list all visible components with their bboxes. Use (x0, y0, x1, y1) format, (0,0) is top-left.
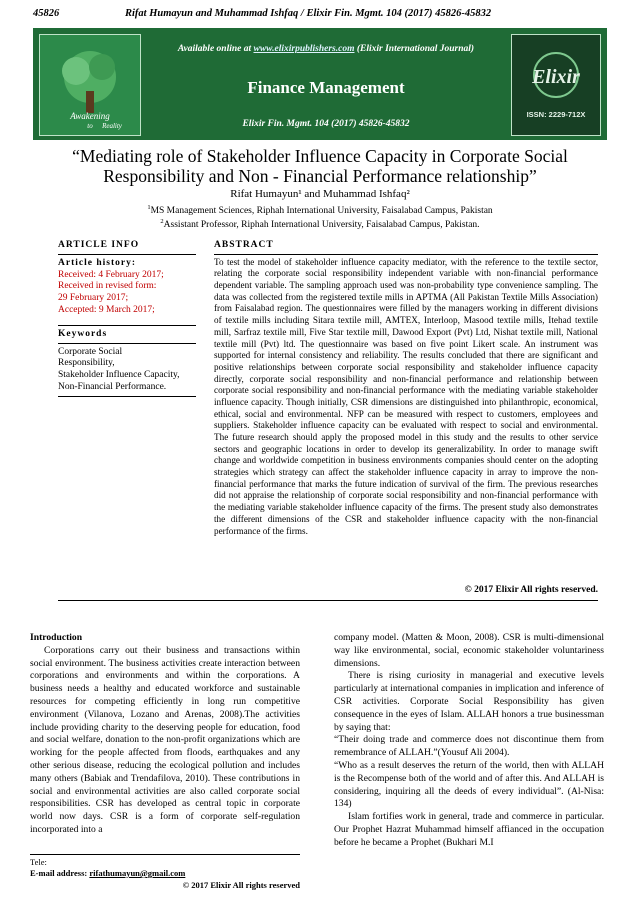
affiliation-1-marker: 1 (147, 204, 151, 211)
paragraph: There is rising curiosity in managerial and executive levels particularly at international companies in implication and inference of CSR activities. Corporate Social Responsibility has given consequence in the eyes of Islam. ALLAH honors a true businessman by saying that: (334, 670, 604, 733)
abstract-rights: © 2017 Elixir All rights reserved. (464, 585, 598, 595)
elixir-logo-icon (512, 35, 600, 135)
email-link[interactable]: rifathumayun@gmail.com (89, 868, 186, 878)
tree-logo-icon (40, 35, 140, 135)
logo-elixir-text: Elixir (532, 66, 580, 88)
publisher-link[interactable]: www.elixirpublishers.com (253, 44, 355, 54)
affiliation-2-marker: 2 (160, 218, 164, 225)
intro-heading: Introduction (30, 632, 83, 643)
paragraph: Corporations carry out their business and transactions within social environment. The business activities create interaction between corporations and environments and within the corporations. A business needs a healthy and educated workforce and sustainable resources for competing efficiently in long run competitive environment (Vilanova, Lozano and Arenas, 2008).The activities include providing charity to the deserving people for education, food and social welfare, donation to the non-profit organizations which are working for the people affected from floods, earthquakes and any other serious disease, reducing the ecological pollution and includes many others (Babiak and Trendafilova, 2010). These contributions in social and environmental activities are also called corporate social responsibilities. CSR has developed as central topic in corporate world now days. CSR is a form of corporate self-regulation incorporated into a (30, 644, 300, 835)
title-line-1: “Mediating role of Stakeholder Influence Capacity in Corporate Social (72, 146, 568, 166)
paragraph: Islam fortifies work in general, trade and commerce in particular. Our Prophet Hazrat Muhammad himself affianced in the occupation before he became a Prophet (Bukhari M.I (334, 811, 604, 848)
divider (214, 254, 598, 255)
journal-logo-left (39, 34, 141, 136)
history-revised-date: 29 February 2017; (58, 293, 129, 304)
history-received: Received: 4 February 2017; (58, 269, 164, 280)
article-info (58, 240, 196, 400)
article-info-heading: ARTICLE INFO (58, 240, 140, 250)
affiliation-2 (40, 218, 600, 230)
divider (58, 325, 196, 326)
journal-reference: Elixir Fin. Mgmt. 104 (2017) 45826-45832 (242, 119, 410, 129)
divider (58, 396, 196, 397)
keyword-line: Non-Financial Performance. (58, 381, 167, 392)
footnote-rule (30, 854, 300, 855)
logo-text-1: Awakening (70, 111, 110, 121)
keyword-line: Stakeholder Influence Capacity, (58, 370, 180, 381)
abstract (214, 240, 598, 537)
paragraph: company model. (Matten & Moon, 2008). CSR is multi-dimensional way like environmental, social, economic stakeholder voluntariness dimensions. (334, 632, 604, 669)
history-revised: Received in revised form: (58, 281, 157, 292)
issn-text: ISSN: 2229-712X (526, 110, 586, 119)
email-line (30, 868, 300, 878)
abstract-text: To test the model of stakeholder influence capacity mediator, with the reference to the textile sector, relating the corporate social responsibility independent variable with non-financial performance dependent variable. The sampling approach used was non-probability type convenience sampling. The data was collected from the registered textile mills in APTMA (All Pakistan Textile Mills Association) from Faisalabad region. The questionnaires were filled by the managers working in different divisions of textile mills including Sitara textile mill, AMTEX, Interloop, Masood textile mills, Itehad textile mill, Sarfraz textile mill, Five Star textile mill, Dawood Export (Pvt) Ltd, Nishat textile mill, National textile mill (Pvt) ltd. The questionnaire was based on five point Likert scale. An instrument was supported for internal consistency and reliability. The results concluded that there are significant and positive relationships between corporate social responsibility and stakeholder influence capacity directly, corporate social responsibility and non-financial performance and relationship between corporate social responsibility and non-financial performance with the mediating variable stakeholder influence capacity. Though initially, CSR dimensions are distinguished into philanthropic, economical, ethical, social and environmental. NFP can be measured with respect to customers, employees and suppliers. Stakeholder influence capacity can be evaluated with respect to social and environmental. The future research should apply the proposed model in this study and the results to other service sectors and geographic locations in order to develop its generalizability. In order to manage swift change and worldwide competition in business environments companies should center on the adopting strategies which strategy can affect the stakeholder influence capacity in array to improve the non- financial performance that marks the future indication of survival of the firm. The previous researches did not appraise the relationship of corporate social responsibility and non-financial performance with the mediating variable stakeholder influence capacity of the firms. The present study also demonstrates the different dimensions of the CSR and stakeholder influence capacity with the non-financial performance of the firms. (214, 256, 598, 536)
availability-prefix: Available online at (177, 44, 254, 54)
availability-line (145, 44, 507, 54)
right-column (334, 632, 604, 850)
journal-banner (33, 28, 607, 140)
running-head: Rifat Humayun and Muhammad Ishfaq / Elixir Fin. Mgmt. 104 (2017) 45826-45832 (125, 8, 492, 19)
divider (58, 343, 196, 344)
keywords-label: Keywords (58, 328, 108, 339)
journal-name: Finance Management (247, 78, 405, 97)
keyword-line: Corporate Social (58, 346, 123, 357)
quote: “Their doing trade and commerce does not discontinue them from remembrance of ALLAH.”(Yousuf Ali 2004). (334, 734, 604, 759)
divider (58, 254, 196, 255)
email-label: E-mail address: (30, 868, 90, 878)
history-label: Article history: (58, 257, 136, 268)
logo-text-2: to (87, 122, 93, 130)
title-line-2: Responsibility and Non - Financial Performance relationship” (103, 166, 537, 186)
paper-title (40, 146, 600, 186)
affiliation-1-text: MS Management Sciences, Riphah International University, Faisalabad Campus, Pakistan (150, 206, 493, 217)
page-number: 45826 (33, 8, 60, 19)
section-rule (58, 600, 598, 601)
tele-label: Tele: (30, 857, 47, 867)
keyword-line: Responsibility, (58, 358, 115, 369)
availability-suffix: (Elixir International Journal) (354, 44, 475, 54)
left-column (30, 632, 300, 837)
footer-rights: © 2017 Elixir All rights reserved (182, 880, 300, 890)
logo-text-3: Reality (102, 122, 122, 130)
history-accepted: Accepted: 9 March 2017; (58, 304, 155, 315)
affiliation-2-text: Assistant Professor, Riphah International University, Faisalabad Campus, Pakistan. (163, 220, 480, 231)
quote: “Who as a result deserves the return of the world, then with ALLAH is the Recompense both of the world and of after this. And ALLAH is considering, inquiring all the deeds of every individual”. (Al-Nisa: 134) (334, 759, 604, 810)
banner-center (145, 28, 507, 140)
authors: Rifat Humayun¹ and Muhammad Ishfaq² (230, 188, 410, 200)
journal-logo-right (511, 34, 601, 136)
abstract-heading: ABSTRACT (214, 240, 274, 250)
affiliation-1 (40, 204, 600, 216)
